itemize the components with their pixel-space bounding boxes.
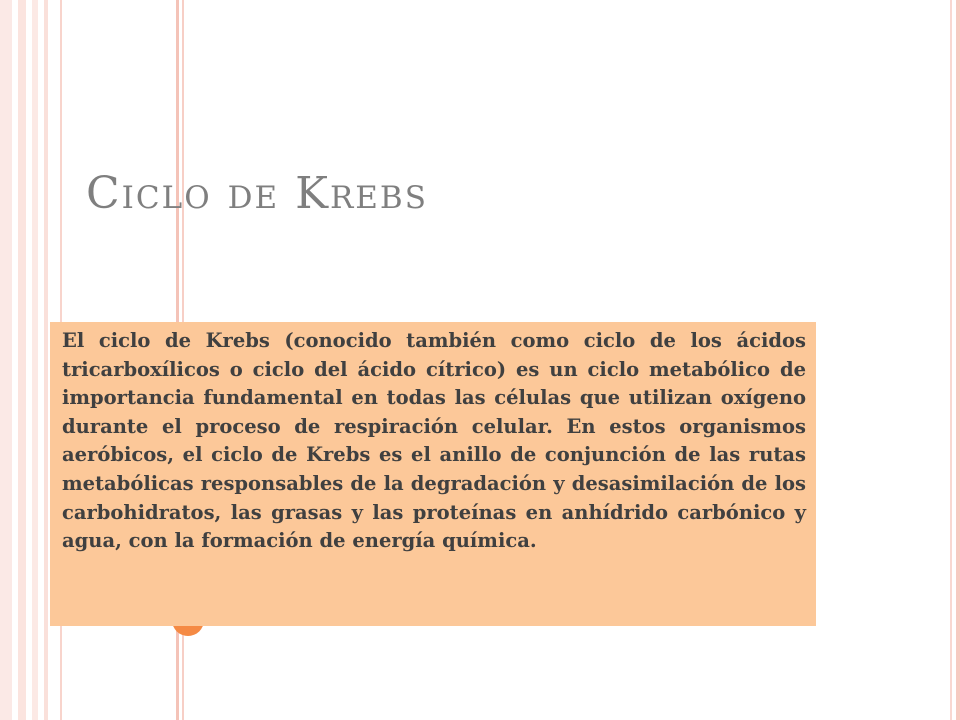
decorative-stripe bbox=[32, 0, 38, 720]
decorative-stripe bbox=[956, 0, 960, 720]
body-text: El ciclo de Krebs (conocido también como ciclo de los ácidos tricarboxílicos o ciclo del ácido cítrico) es un ciclo metabólico de importancia fundamental en todas las células que utilizan oxígeno durante el proceso de respiración celular. En estos organismos aeróbicos, el ciclo de Krebs es el anillo de conjunción de las rutas metabólicas responsables de la degradación y desasimilación de los carbohidratos, las grasas y las proteínas en anhídrido carbónico y agua, con la formación de energía química. bbox=[62, 329, 806, 553]
decorative-stripe bbox=[18, 0, 26, 720]
decorative-stripe bbox=[44, 0, 48, 720]
slide-title: Ciclo de Krebs bbox=[86, 168, 428, 219]
decorative-stripe bbox=[950, 0, 952, 720]
text-box bbox=[50, 322, 816, 626]
decorative-stripe bbox=[0, 0, 12, 720]
